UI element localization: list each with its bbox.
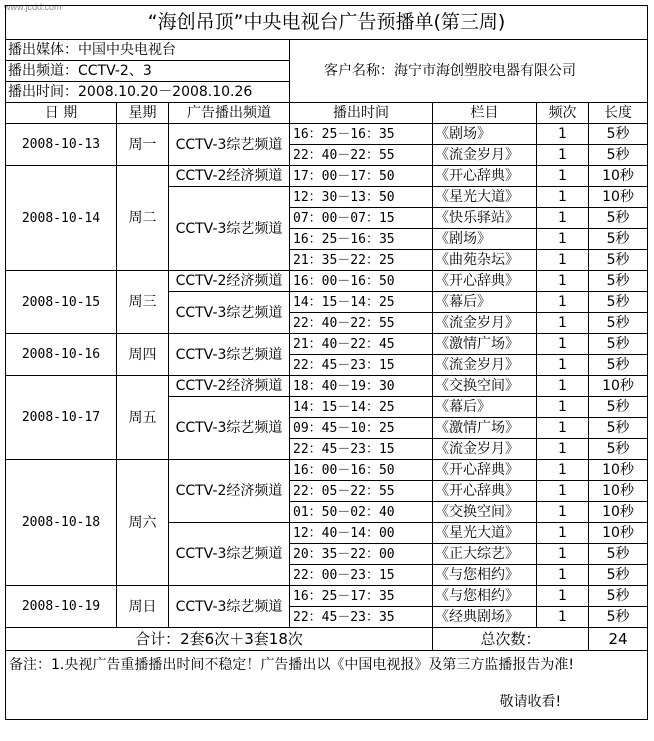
time-cell: 22：45－23：15 (290, 439, 433, 460)
schedule-table (5, 5, 648, 720)
length-cell: 5秒 (589, 355, 648, 376)
length-cell: 5秒 (589, 208, 648, 229)
frequency-cell: 1 (537, 418, 589, 439)
remarks (6, 651, 648, 720)
program-cell: 《流金岁月》 (433, 313, 537, 334)
length-cell: 5秒 (589, 124, 648, 145)
header-program: 栏目 (433, 103, 537, 124)
length-cell: 5秒 (589, 586, 648, 607)
watermark: www.jcdd.com (4, 2, 62, 12)
time-cell: 22：05－22：55 (290, 481, 433, 502)
frequency-cell: 1 (537, 334, 589, 355)
length-cell: 5秒 (589, 313, 648, 334)
channel-cell: CCTV-3综艺频道 (169, 586, 290, 628)
frequency-cell: 1 (537, 544, 589, 565)
weekday-cell: 周二 (117, 166, 169, 271)
channel-cell: CCTV-2经济频道 (169, 460, 290, 523)
weekday-cell: 周四 (117, 334, 169, 376)
frequency-cell: 1 (537, 607, 589, 628)
page-title: “海创吊顶”中央电视台广告预播单(第三周) (6, 6, 648, 40)
time-cell: 17：00－17：50 (290, 166, 433, 187)
time-cell: 21：35－22：25 (290, 250, 433, 271)
table-row (6, 586, 648, 607)
frequency-cell: 1 (537, 292, 589, 313)
program-cell: 《幕后》 (433, 397, 537, 418)
frequency-cell: 1 (537, 481, 589, 502)
frequency-cell: 1 (537, 208, 589, 229)
length-cell: 10秒 (589, 502, 648, 523)
header-length: 长度 (589, 103, 648, 124)
time-cell: 22：40－22：55 (290, 313, 433, 334)
length-cell: 5秒 (589, 607, 648, 628)
date-cell: 2008-10-18 (6, 460, 117, 586)
length-cell: 10秒 (589, 523, 648, 544)
remarks-text: 备注：1.央视广告重播播出时间不稳定！广告播出以《中国电视报》及第三方监播报告为准! (9, 657, 574, 673)
weekday-cell: 周三 (117, 271, 169, 334)
frequency-cell: 1 (537, 586, 589, 607)
time-cell: 20：35－22：00 (290, 544, 433, 565)
length-cell: 5秒 (589, 229, 648, 250)
channel-cell: CCTV-2经济频道 (169, 376, 290, 397)
header-frequency: 频次 (537, 103, 589, 124)
time-cell: 09：45－10：25 (290, 418, 433, 439)
frequency-cell: 1 (537, 376, 589, 397)
period-info: 播出时间：2008.10.20－2008.10.26 (6, 82, 290, 103)
channel-cell: CCTV-2经济频道 (169, 166, 290, 187)
program-cell: 《流金岁月》 (433, 439, 537, 460)
frequency-cell: 1 (537, 166, 589, 187)
length-cell: 5秒 (589, 418, 648, 439)
program-cell: 《开心辞典》 (433, 481, 537, 502)
program-cell: 《剧场》 (433, 229, 537, 250)
time-cell: 12：40－14：00 (290, 523, 433, 544)
program-cell: 《开心辞典》 (433, 271, 537, 292)
frequency-cell: 1 (537, 313, 589, 334)
weekday-cell: 周五 (117, 376, 169, 460)
length-cell: 5秒 (589, 271, 648, 292)
program-cell: 《开心辞典》 (433, 166, 537, 187)
time-cell: 16：00－16：50 (290, 460, 433, 481)
program-cell: 《激情广场》 (433, 334, 537, 355)
table-row (6, 376, 648, 397)
length-cell: 10秒 (589, 376, 648, 397)
program-cell: 《正大综艺》 (433, 544, 537, 565)
length-cell: 10秒 (589, 460, 648, 481)
media-info: 播出媒体：中国中央电视台 (6, 40, 290, 61)
length-cell: 5秒 (589, 250, 648, 271)
channel-cell: CCTV-3综艺频道 (169, 334, 290, 376)
weekday-cell: 周日 (117, 586, 169, 628)
total-count-value: 24 (589, 628, 648, 651)
frequency-cell: 1 (537, 187, 589, 208)
length-cell: 5秒 (589, 334, 648, 355)
channel-cell: CCTV-2经济频道 (169, 271, 290, 292)
date-cell: 2008-10-19 (6, 586, 117, 628)
length-cell: 10秒 (589, 481, 648, 502)
date-cell: 2008-10-15 (6, 271, 117, 334)
frequency-cell: 1 (537, 460, 589, 481)
program-cell: 《与您相约》 (433, 586, 537, 607)
program-cell: 《幕后》 (433, 292, 537, 313)
table-row (6, 334, 648, 355)
total-count-label: 总次数： (433, 628, 589, 651)
frequency-cell: 1 (537, 565, 589, 586)
frequency-cell: 1 (537, 523, 589, 544)
date-cell: 2008-10-17 (6, 376, 117, 460)
channel-cell: CCTV-3综艺频道 (169, 124, 290, 166)
header-date: 日 期 (6, 103, 117, 124)
header-weekday: 星期 (117, 103, 169, 124)
program-cell: 《剧场》 (433, 124, 537, 145)
frequency-cell: 1 (537, 355, 589, 376)
length-cell: 10秒 (589, 166, 648, 187)
program-cell: 《与您相约》 (433, 565, 537, 586)
header-time: 播出时间 (290, 103, 433, 124)
frequency-cell: 1 (537, 439, 589, 460)
table-row (6, 166, 648, 187)
length-cell: 5秒 (589, 292, 648, 313)
time-cell: 22：45－23：15 (290, 355, 433, 376)
table-row (6, 460, 648, 481)
weekday-cell: 周一 (117, 124, 169, 166)
length-cell: 5秒 (589, 565, 648, 586)
time-cell: 12：30－13：50 (290, 187, 433, 208)
frequency-cell: 1 (537, 397, 589, 418)
table-header (6, 103, 648, 124)
frequency-cell: 1 (537, 271, 589, 292)
channel-info: 播出频道：CCTV-2、3 (6, 61, 290, 82)
length-cell: 10秒 (589, 187, 648, 208)
program-cell: 《快乐驿站》 (433, 208, 537, 229)
channel-cell: CCTV-3综艺频道 (169, 187, 290, 271)
signoff: 敬请收看! (499, 694, 562, 710)
length-cell: 5秒 (589, 544, 648, 565)
time-cell: 18：40－19：30 (290, 376, 433, 397)
time-cell: 07：00－07：15 (290, 208, 433, 229)
time-cell: 22：40－22：55 (290, 145, 433, 166)
program-cell: 《流金岁月》 (433, 355, 537, 376)
program-cell: 《激情广场》 (433, 418, 537, 439)
time-cell: 16：25－16：35 (290, 229, 433, 250)
length-cell: 5秒 (589, 397, 648, 418)
date-cell: 2008-10-14 (6, 166, 117, 271)
program-cell: 《星光大道》 (433, 523, 537, 544)
time-cell: 21：40－22：45 (290, 334, 433, 355)
program-cell: 《交换空间》 (433, 502, 537, 523)
table-row (6, 271, 648, 292)
frequency-cell: 1 (537, 250, 589, 271)
frequency-cell: 1 (537, 502, 589, 523)
time-cell: 14：15－14：25 (290, 292, 433, 313)
program-cell: 《星光大道》 (433, 187, 537, 208)
program-cell: 《经典剧场》 (433, 607, 537, 628)
channel-cell: CCTV-3综艺频道 (169, 292, 290, 334)
time-cell: 01：50－02：40 (290, 502, 433, 523)
total-summary: 合计：2套6次＋3套18次 (6, 628, 433, 651)
time-cell: 14：15－14：25 (290, 397, 433, 418)
program-cell: 《流金岁月》 (433, 145, 537, 166)
client-name: 客户名称：海宁市海创塑胶电器有限公司 (290, 40, 648, 103)
table-row (6, 124, 648, 145)
frequency-cell: 1 (537, 229, 589, 250)
header-channel: 广告播出频道 (169, 103, 290, 124)
date-cell: 2008-10-13 (6, 124, 117, 166)
weekday-cell: 周六 (117, 460, 169, 586)
time-cell: 22：45－23：35 (290, 607, 433, 628)
program-cell: 《曲苑杂坛》 (433, 250, 537, 271)
length-cell: 5秒 (589, 439, 648, 460)
frequency-cell: 1 (537, 145, 589, 166)
time-cell: 16：25－17：35 (290, 586, 433, 607)
channel-cell: CCTV-3综艺频道 (169, 397, 290, 460)
program-cell: 《开心辞典》 (433, 460, 537, 481)
program-cell: 《交换空间》 (433, 376, 537, 397)
time-cell: 16：00－16：50 (290, 271, 433, 292)
time-cell: 16：25－16：35 (290, 124, 433, 145)
length-cell: 5秒 (589, 145, 648, 166)
frequency-cell: 1 (537, 124, 589, 145)
channel-cell: CCTV-3综艺频道 (169, 523, 290, 586)
time-cell: 22：00－23：15 (290, 565, 433, 586)
date-cell: 2008-10-16 (6, 334, 117, 376)
